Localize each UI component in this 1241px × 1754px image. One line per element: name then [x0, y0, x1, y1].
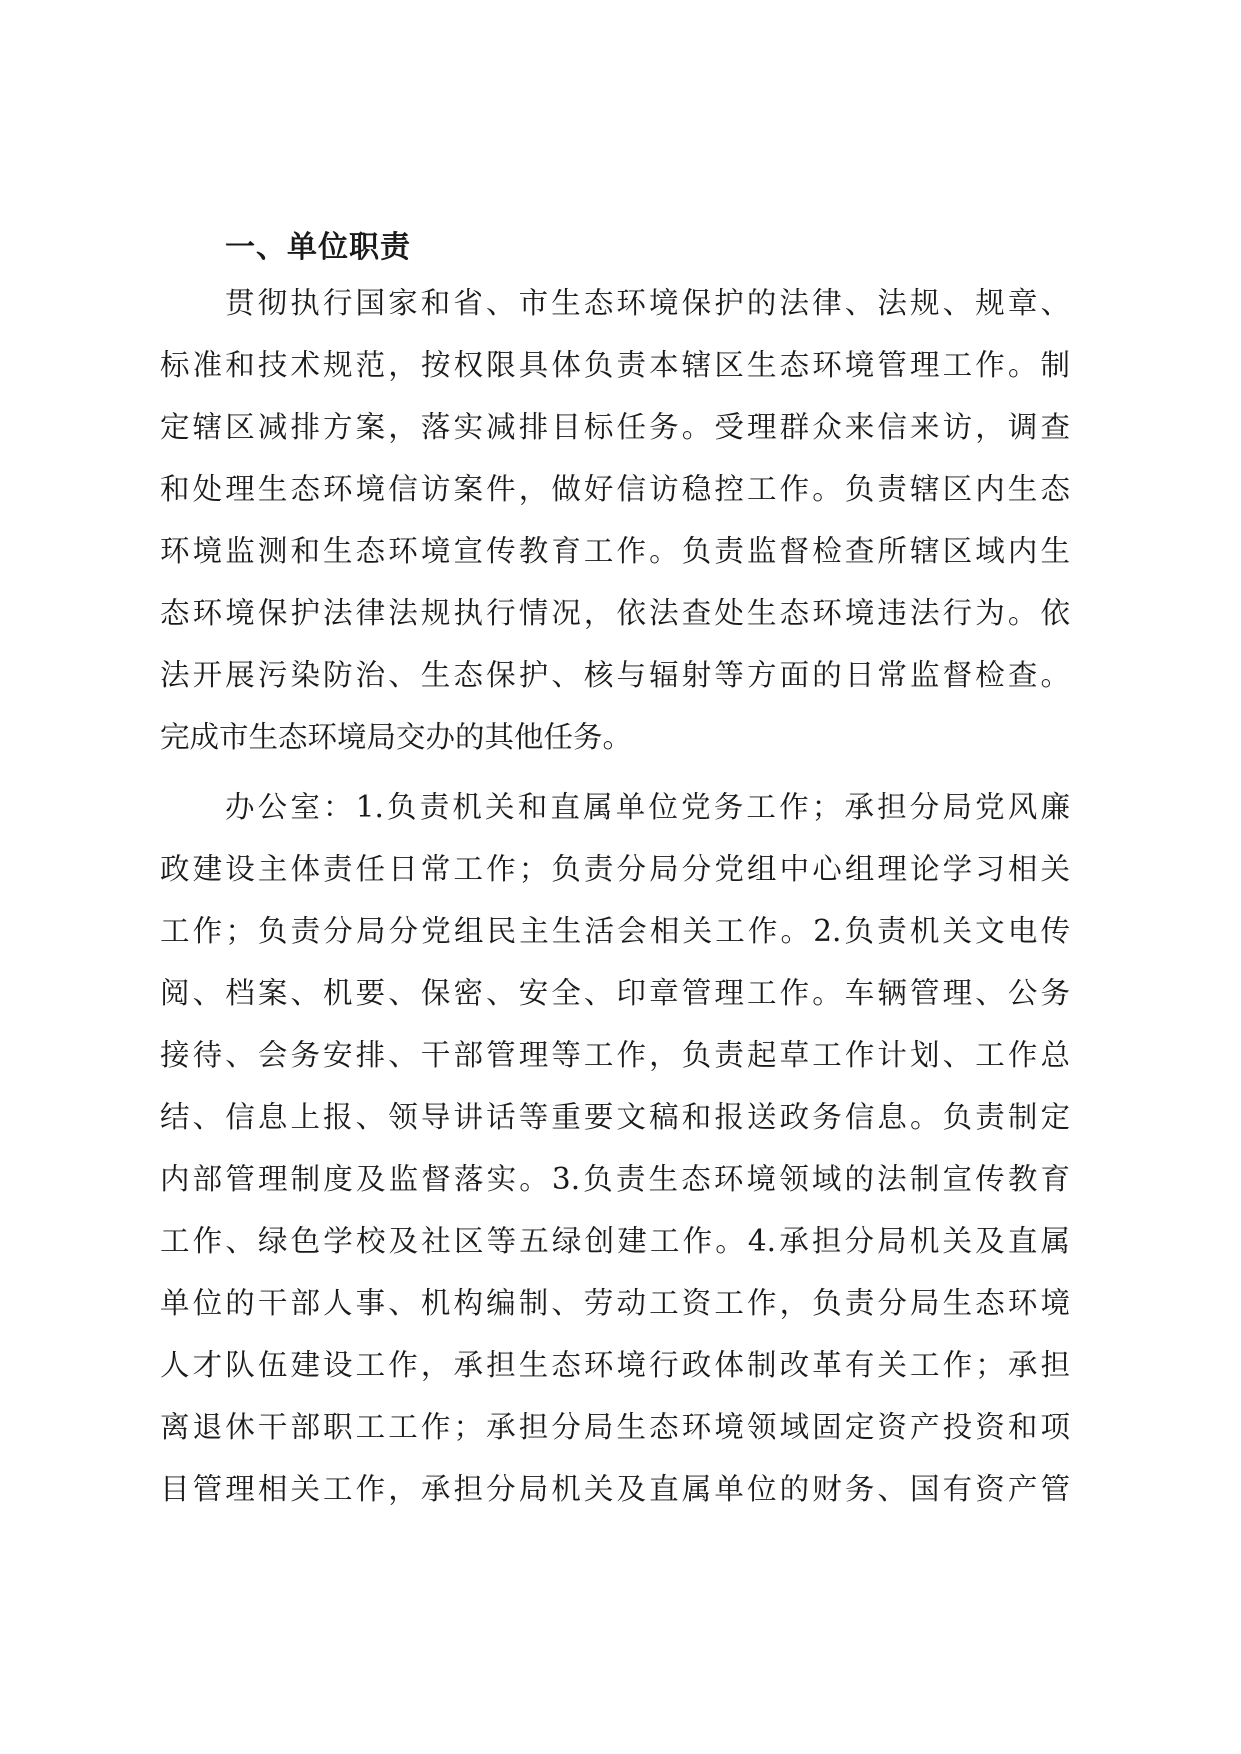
paragraph-line: 目管理相关工作，承担分局机关及直属单位的财务、国有资产管: [160, 1472, 1070, 1506]
paragraph-line: 定辖区减排方案，落实减排目标任务。受理群众来信来访，调查: [160, 410, 1070, 444]
paragraph-line: 接待、会务安排、干部管理等工作，负责起草工作计划、工作总: [160, 1038, 1070, 1072]
paragraph-line: 环境监测和生态环境宣传教育工作。负责监督检查所辖区域内生: [160, 534, 1070, 568]
paragraph-line: 态环境保护法律法规执行情况，依法查处生态环境违法行为。依: [160, 596, 1070, 630]
paragraph-line: 内部管理制度及监督落实。3.负责生态环境领域的法制宣传教育: [160, 1162, 1070, 1196]
paragraph-line: 单位的干部人事、机构编制、劳动工资工作，负责分局生态环境: [160, 1286, 1070, 1320]
paragraph-line: 工作；负责分局分党组民主生活会相关工作。2.负责机关文电传: [160, 914, 1070, 948]
paragraph-line: 和处理生态环境信访案件，做好信访稳控工作。负责辖区内生态: [160, 472, 1070, 506]
paragraph-line: 政建设主体责任日常工作；负责分局分党组中心组理论学习相关: [160, 852, 1070, 886]
paragraph-line: 法开展污染防治、生态保护、核与辐射等方面的日常监督检查。: [160, 658, 1070, 692]
section-heading: 一、单位职责: [225, 230, 411, 265]
paragraph-line: 办公室：1.负责机关和直属单位党务工作；承担分局党风廉: [225, 790, 1070, 824]
paragraph-line: 贯彻执行国家和省、市生态环境保护的法律、法规、规章、: [225, 286, 1070, 320]
paragraph-line: 完成市生态环境局交办的其他任务。: [160, 720, 633, 754]
paragraph-line: 结、信息上报、领导讲话等重要文稿和报送政务信息。负责制定: [160, 1100, 1070, 1134]
paragraph-line: 阅、档案、机要、保密、安全、印章管理工作。车辆管理、公务: [160, 976, 1070, 1010]
paragraph-line: 工作、绿色学校及社区等五绿创建工作。4.承担分局机关及直属: [160, 1224, 1070, 1258]
paragraph-line: 标准和技术规范，按权限具体负责本辖区生态环境管理工作。制: [160, 348, 1070, 382]
paragraph-line: 人才队伍建设工作，承担生态环境行政体制改革有关工作；承担: [160, 1348, 1070, 1382]
paragraph-line: 离退休干部职工工作；承担分局生态环境领域固定资产投资和项: [160, 1410, 1070, 1444]
